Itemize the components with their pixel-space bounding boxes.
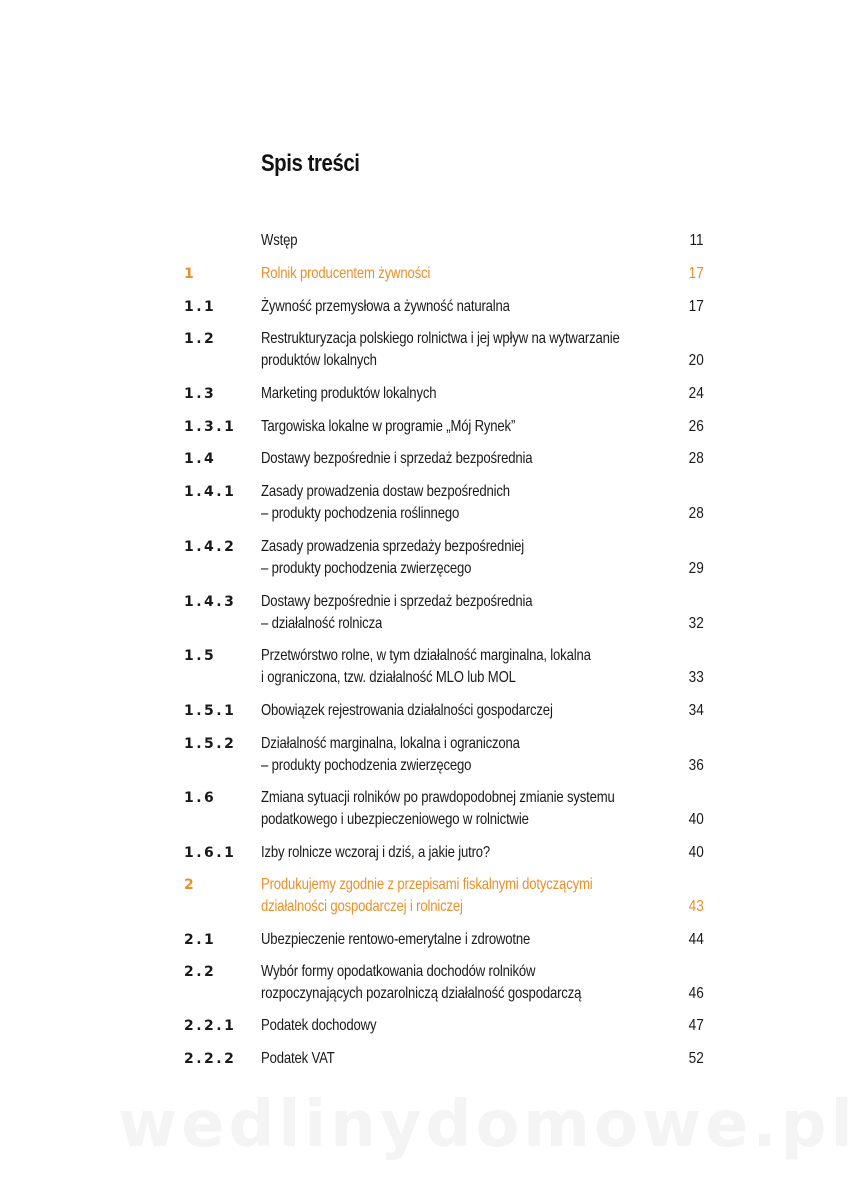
toc-entry-title bbox=[261, 700, 681, 722]
toc-entry-title bbox=[261, 230, 681, 252]
toc-entry-page-number: 32 bbox=[688, 615, 704, 632]
toc-entry-page-number: 34 bbox=[688, 702, 704, 719]
toc-entry-title-line: Żywność przemysłowa a żywność naturalna bbox=[261, 298, 510, 315]
toc-entry-page-number: 47 bbox=[688, 1017, 704, 1034]
toc-entry[interactable] bbox=[0, 481, 861, 525]
toc-entry-number: 1.4.3 bbox=[184, 594, 237, 610]
toc-entry-title bbox=[261, 1015, 681, 1037]
toc-entry-number: 1.5 bbox=[184, 648, 217, 664]
toc-entry-title-line: Przetwórstwo rolne, w tym działalność marginalna, lokalna bbox=[261, 647, 591, 664]
toc-entry-title bbox=[261, 481, 681, 525]
toc-entry-title-line: Działalność marginalna, lokalna i ograniczona bbox=[261, 735, 520, 752]
toc-entry-number: 1.6 bbox=[184, 790, 217, 806]
toc-entry[interactable] bbox=[0, 645, 861, 689]
toc-entry-title-line: – produkty pochodzenia roślinnego bbox=[261, 505, 460, 522]
toc-entry-title-line: Podatek VAT bbox=[261, 1050, 335, 1067]
toc-entry-title-line: – produkty pochodzenia zwierzęcego bbox=[261, 560, 472, 577]
toc-entry-number: 1.4 bbox=[184, 451, 217, 467]
toc-entry[interactable] bbox=[0, 296, 861, 318]
toc-entry-page-number: 40 bbox=[688, 811, 704, 828]
toc-entry-number: 1.6.1 bbox=[184, 845, 237, 861]
toc-entry-title bbox=[261, 733, 681, 777]
toc-entry-page-number: 40 bbox=[688, 844, 704, 861]
toc-entry-page-number: 33 bbox=[688, 669, 704, 686]
toc-entry-title-line: Wybór formy opodatkowania dochodów rolników bbox=[261, 963, 536, 980]
toc-entry-number: 2.2 bbox=[184, 964, 217, 980]
toc-entry[interactable] bbox=[0, 787, 861, 831]
toc-entry-number: 1.3.1 bbox=[184, 419, 237, 435]
toc-entry-number: 1 bbox=[184, 266, 197, 282]
toc-entry-title-line: Produkujemy zgodnie z przepisami fiskalnymi dotyczącymi bbox=[261, 876, 593, 893]
page-title: Spis treści bbox=[261, 150, 360, 177]
toc-entry-title-line: Zasady prowadzenia dostaw bezpośrednich bbox=[261, 483, 510, 500]
toc-entry-number: 1.3 bbox=[184, 386, 217, 402]
toc-entry-title-line: Dostawy bezpośrednie i sprzedaż bezpośrednia bbox=[261, 450, 533, 467]
toc-entry[interactable] bbox=[0, 929, 861, 951]
toc-entry[interactable] bbox=[0, 842, 861, 864]
toc-entry-title bbox=[261, 328, 681, 372]
toc-entry-title bbox=[261, 296, 681, 318]
toc-entry-page-number: 36 bbox=[688, 757, 704, 774]
toc-entry-title bbox=[261, 929, 681, 951]
toc-entry[interactable] bbox=[0, 1048, 861, 1070]
toc-entry-title-line: Targowiska lokalne w programie „Mój Rynek” bbox=[261, 418, 516, 435]
toc-entry-page-number: 17 bbox=[688, 265, 704, 282]
toc-entry[interactable] bbox=[0, 591, 861, 635]
toc-entry-title bbox=[261, 383, 681, 405]
toc-entry-title-line: Zmiana sytuacji rolników po prawdopodobnej zmianie systemu bbox=[261, 789, 615, 806]
toc-entry-number: 1.5.2 bbox=[184, 736, 237, 752]
toc-entry-title-line: Zasady prowadzenia sprzedaży bezpośredniej bbox=[261, 538, 524, 555]
toc-entry-page-number: 26 bbox=[688, 418, 704, 435]
toc-entry-page-number: 43 bbox=[688, 898, 704, 915]
toc-entry-title-line: podatkowego i ubezpieczeniowego w rolnictwie bbox=[261, 811, 529, 828]
toc-entry-title-line: – działalność rolnicza bbox=[261, 615, 383, 632]
toc-entry-title-line: Rolnik producentem żywności bbox=[261, 265, 431, 282]
toc-entry-page-number: 28 bbox=[688, 505, 704, 522]
toc-entry-title-line: – produkty pochodzenia zwierzęcego bbox=[261, 757, 472, 774]
toc-entry-number: 2.1 bbox=[184, 932, 217, 948]
toc-entry-title-line: i ograniczona, tzw. działalność MLO lub MOL bbox=[261, 669, 516, 686]
toc-entry-title bbox=[261, 961, 681, 1005]
toc-entry-number: 1.2 bbox=[184, 331, 217, 347]
toc-entry-title bbox=[261, 874, 681, 918]
toc-entry[interactable] bbox=[0, 416, 861, 438]
toc-entry-page-number: 20 bbox=[688, 352, 704, 369]
toc-entry-page-number: 44 bbox=[688, 931, 704, 948]
toc-entry-title-line: Podatek dochodowy bbox=[261, 1017, 377, 1034]
toc-entry-page-number: 29 bbox=[688, 560, 704, 577]
toc-entry[interactable] bbox=[0, 961, 861, 1005]
toc-entry-number: 1.1 bbox=[184, 299, 217, 315]
watermark: wedlinydomowe.pl bbox=[118, 1088, 857, 1162]
toc-entry-title-line: Wstęp bbox=[261, 232, 298, 249]
toc-entry-title bbox=[261, 263, 681, 285]
toc-chapter-entry[interactable] bbox=[0, 874, 861, 918]
toc-entry-number: 1.5.1 bbox=[184, 703, 237, 719]
toc-entry-title-line: Ubezpieczenie rentowo-emerytalne i zdrowotne bbox=[261, 931, 531, 948]
toc-entry[interactable] bbox=[0, 536, 861, 580]
toc-entry-page-number: 11 bbox=[689, 232, 704, 249]
toc-entry[interactable] bbox=[0, 230, 861, 252]
toc-entry-number: 1.4.2 bbox=[184, 539, 237, 555]
toc-entry[interactable] bbox=[0, 733, 861, 777]
toc-chapter-entry[interactable] bbox=[0, 263, 861, 285]
toc-entry[interactable] bbox=[0, 383, 861, 405]
toc-entry[interactable] bbox=[0, 328, 861, 372]
toc-entry-title bbox=[261, 591, 681, 635]
toc-entry-title bbox=[261, 1048, 681, 1070]
toc-entry-title bbox=[261, 842, 681, 864]
toc-entry-title-line: rozpoczynających pozarolniczą działalność gospodarczą bbox=[261, 985, 582, 1002]
toc-entry-title-line: Marketing produktów lokalnych bbox=[261, 385, 437, 402]
toc-entry-title bbox=[261, 645, 681, 689]
toc-entry-page-number: 24 bbox=[688, 385, 704, 402]
toc-entry-title bbox=[261, 416, 681, 438]
toc-entry-title-line: Obowiązek rejestrowania działalności gospodarczej bbox=[261, 702, 553, 719]
toc-entry-number: 1.4.1 bbox=[184, 484, 237, 500]
toc-entry-title bbox=[261, 536, 681, 580]
toc-entry-title-line: Izby rolnicze wczoraj i dziś, a jakie jutro? bbox=[261, 844, 491, 861]
toc-entry-page-number: 17 bbox=[688, 298, 704, 315]
toc-entry-title-line: działalności gospodarczej i rolniczej bbox=[261, 898, 463, 915]
toc-entry-page-number: 52 bbox=[688, 1050, 704, 1067]
toc-entry-title-line: Restrukturyzacja polskiego rolnictwa i jej wpływ na wytwarzanie bbox=[261, 330, 620, 347]
toc-entry-number: 2.2.2 bbox=[184, 1051, 237, 1067]
toc-entry-title bbox=[261, 787, 681, 831]
toc-entry-title bbox=[261, 448, 681, 470]
toc-entry-title-line: produktów lokalnych bbox=[261, 352, 377, 369]
toc-entry-title-line: Dostawy bezpośrednie i sprzedaż bezpośrednia bbox=[261, 593, 533, 610]
toc-entry-number: 2.2.1 bbox=[184, 1018, 237, 1034]
toc-entry[interactable] bbox=[0, 1015, 861, 1037]
toc-entry[interactable] bbox=[0, 448, 861, 470]
toc-entry-page-number: 46 bbox=[688, 985, 704, 1002]
toc-entry-number: 2 bbox=[184, 877, 197, 893]
toc-entry[interactable] bbox=[0, 700, 861, 722]
toc-entry-page-number: 28 bbox=[688, 450, 704, 467]
